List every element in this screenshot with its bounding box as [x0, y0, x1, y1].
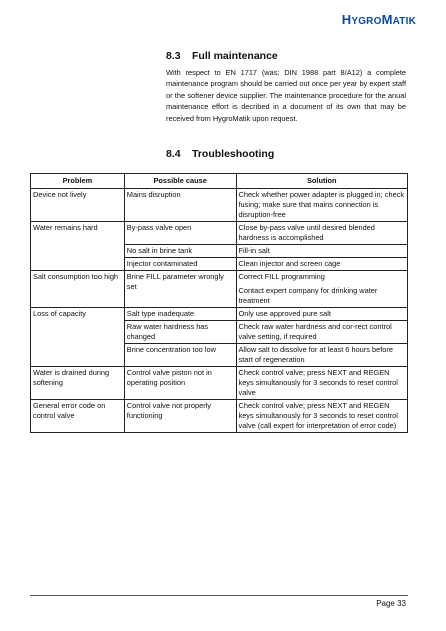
- section-heading-full-maintenance: [166, 50, 278, 62]
- section-title: Full maintenance: [192, 50, 278, 62]
- cause-cell: Brine FILL parameter wrongly set: [124, 271, 236, 308]
- cause-cell: Raw water hardness has changed: [124, 321, 236, 344]
- problem-cell: Salt consumption too high: [31, 271, 125, 308]
- solution-cell: Allow salt to dissolve for at least 6 hours before start of regeneration: [236, 344, 408, 367]
- table-row: [31, 222, 408, 245]
- section-heading-troubleshooting: [166, 148, 274, 160]
- solution-cell: Check raw water hardness and cor-rect control valve setting, if required: [236, 321, 408, 344]
- table-row: [31, 189, 408, 222]
- section-title: Troubleshooting: [192, 148, 275, 160]
- full-maintenance-paragraph: With respect to EN 1717 (was: DIN 1988 part 8/A12) a complete maintenance program should be carried out once per year by expert staff or the softener device supplier. The maintenance procedure for the anual maintenance effort is decribed in a document of its own that may be received from HygroMatik upon request.: [166, 68, 406, 123]
- problem-cell: Loss of capacity: [31, 308, 125, 367]
- cause-cell: Injector contaminated: [124, 258, 236, 271]
- troubleshooting-table: [30, 173, 408, 433]
- table-row: [31, 367, 408, 400]
- table-row: [31, 400, 408, 433]
- problem-cell: General error code on control valve: [31, 400, 125, 433]
- hygromatik-logo: HYGROMATIK: [341, 12, 416, 27]
- solution-cell: Clean injector and screen cage: [236, 258, 408, 271]
- cause-cell: Brine concentration too low: [124, 344, 236, 367]
- problem-cell: Device not lively: [31, 189, 125, 222]
- cause-cell: By-pass valve open: [124, 222, 236, 245]
- solution-text: Contact expert company for drinking water treatment: [238, 286, 378, 305]
- header-cause: Possible cause: [124, 174, 236, 189]
- cause-cell: Control valve piston not in operating position: [124, 367, 236, 400]
- table-row: [31, 271, 408, 308]
- problem-cell: Water remains hard: [31, 222, 125, 271]
- section-number: 8.3: [166, 50, 181, 62]
- solution-cell: Check control valve; press NEXT and REGEN keys simultanously for 3 seconds to reset control valve: [236, 367, 408, 400]
- solution-cell: Check whether power adapter is plugged in; check fusing; make sure that mains connection is disruption-free: [236, 189, 408, 222]
- solution-text: Correct FILL programming: [238, 272, 325, 281]
- solution-cell: Check control valve; press NEXT and REGEN keys simultanously for 3 seconds to reset control valve (call expert for interpretation of error code): [236, 400, 408, 433]
- solution-cell: Only use approved pure salt: [236, 308, 408, 321]
- cause-cell: Salt type inadequate: [124, 308, 236, 321]
- cause-cell: Control valve not properly functioning: [124, 400, 236, 433]
- table-header-row: [31, 174, 408, 189]
- solution-cell: Close by-pass valve until desired blended hardness is accomplished: [236, 222, 408, 245]
- table-row: [31, 308, 408, 321]
- page-number: Page 33: [376, 599, 406, 608]
- cause-cell: No salt in brine tank: [124, 245, 236, 258]
- header-solution: Solution: [236, 174, 408, 189]
- solution-cell: [236, 271, 408, 308]
- header-problem: Problem: [31, 174, 125, 189]
- cause-cell: Mains disruption: [124, 189, 236, 222]
- problem-cell: Water is drained during softening: [31, 367, 125, 400]
- section-number: 8.4: [166, 148, 181, 160]
- solution-cell: Fill-in salt: [236, 245, 408, 258]
- footer-divider: [30, 595, 408, 596]
